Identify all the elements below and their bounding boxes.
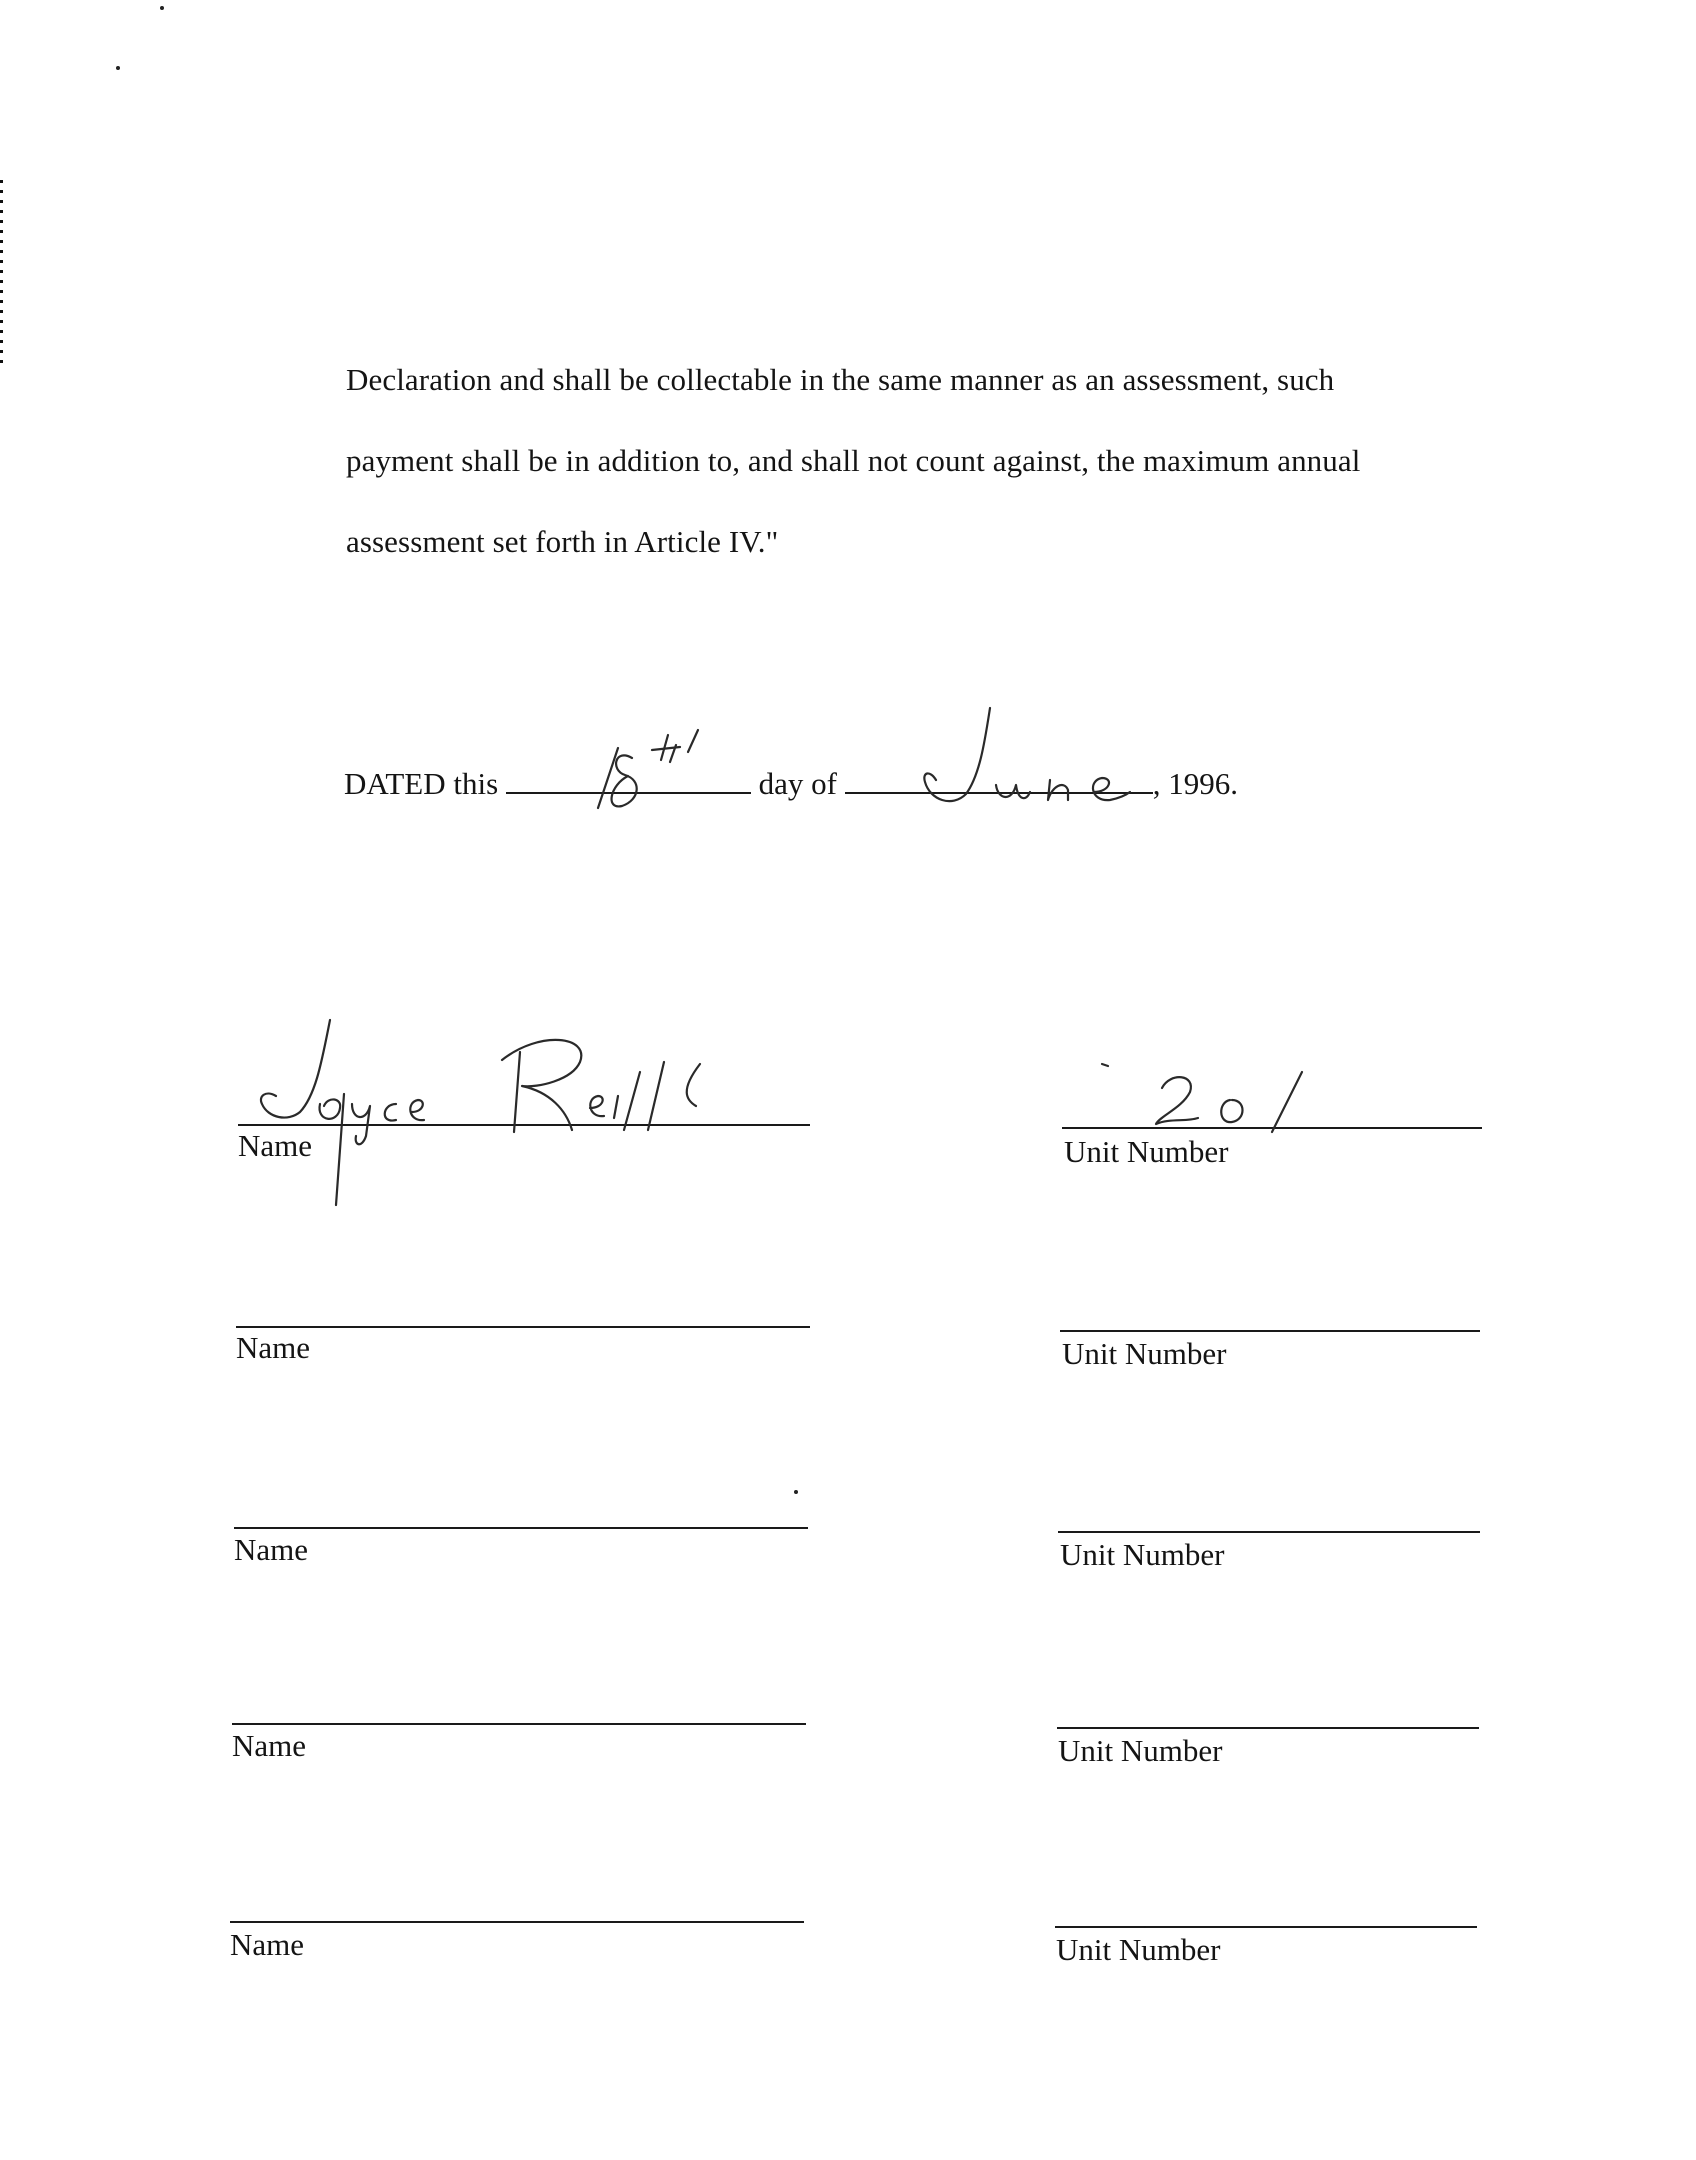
scan-speck — [794, 1490, 798, 1494]
scan-speck — [116, 66, 120, 70]
paragraph-line-2: payment shall be in addition to, and shall not count against, the maximum annual — [346, 443, 1361, 478]
unit-number-label: Unit Number — [1058, 1733, 1223, 1768]
name-signature-line[interactable] — [236, 1326, 810, 1328]
name-label: Name — [230, 1927, 305, 1962]
handwritten-unit-number — [1102, 1064, 1302, 1132]
unit-number-line[interactable] — [1057, 1727, 1479, 1729]
dated-prefix: DATED this — [344, 766, 499, 801]
name-signature-line[interactable] — [234, 1527, 808, 1529]
name-signature-line[interactable] — [238, 1124, 810, 1126]
scan-speck — [160, 6, 164, 10]
month-blank[interactable] — [845, 772, 1153, 794]
name-label: Name — [234, 1532, 309, 1567]
unit-number-label: Unit Number — [1056, 1932, 1221, 1967]
handwritten-signature — [261, 1020, 700, 1205]
name-label: Name — [236, 1330, 311, 1365]
dated-year: , 1996. — [1152, 766, 1238, 801]
day-blank[interactable] — [506, 772, 751, 794]
dated-middle: day of — [758, 766, 837, 801]
unit-number-label: Unit Number — [1060, 1537, 1225, 1572]
unit-number-label: Unit Number — [1064, 1134, 1229, 1169]
paragraph-line-1: Declaration and shall be collectable in the same manner as an assessment, such — [346, 362, 1335, 397]
paragraph-line-3: assessment set forth in Article IV." — [346, 524, 779, 559]
unit-number-line[interactable] — [1060, 1330, 1480, 1332]
unit-number-line[interactable] — [1055, 1926, 1477, 1928]
scan-edge-marks — [0, 180, 3, 370]
name-signature-line[interactable] — [230, 1921, 804, 1923]
name-signature-line[interactable] — [232, 1723, 806, 1725]
unit-number-label: Unit Number — [1062, 1336, 1227, 1371]
name-label: Name — [232, 1728, 307, 1763]
unit-number-line[interactable] — [1058, 1531, 1480, 1533]
name-label: Name — [238, 1128, 313, 1163]
unit-number-line[interactable] — [1062, 1127, 1482, 1129]
dated-line — [344, 766, 1238, 802]
